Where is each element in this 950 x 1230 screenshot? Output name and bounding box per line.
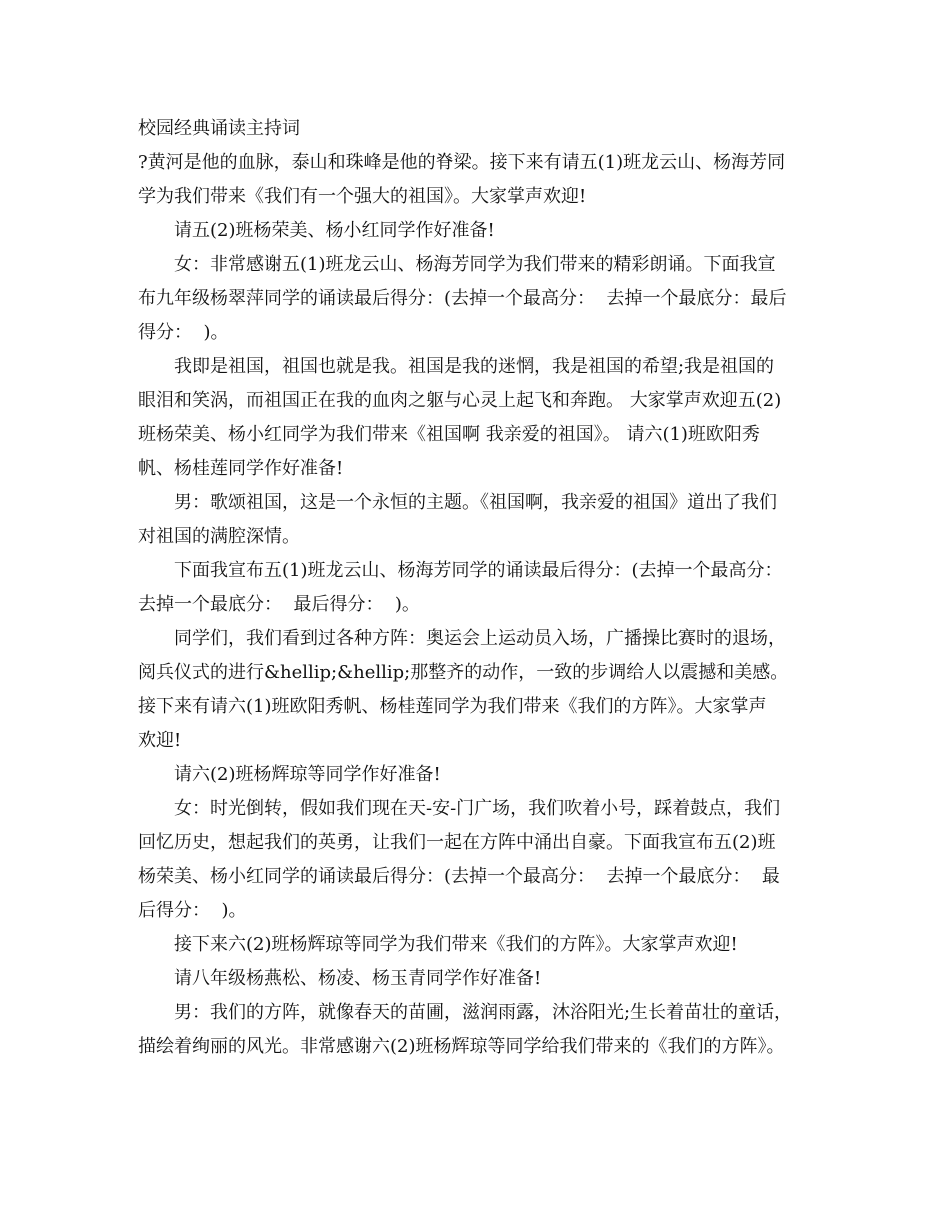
text-line: 布九年级杨翠萍同学的诵读最后得分：(去掉一个最高分： 去掉一个最底分：最后	[138, 288, 787, 309]
text-line: 请六(2)班杨辉琼等同学作好准备!	[174, 764, 441, 785]
text-line: 学为我们带来《我们有一个强大的祖国》。大家掌声欢迎!	[138, 186, 587, 207]
document-body	[138, 146, 818, 1064]
text-line: 得分： )。	[138, 322, 229, 343]
text-line: 班杨荣美、杨小红同学为我们带来《祖国啊 我亲爱的祖国》。 请六(1)班欧阳秀	[138, 424, 760, 445]
document-title: 校园经典诵读主持词	[138, 118, 300, 139]
text-line: 我即是祖国，祖国也就是我。祖国是我的迷惘，我是祖国的希望;我是祖国的	[174, 356, 775, 377]
text-line: 描绘着绚丽的风光。非常感谢六(2)班杨辉琼等同学给我们带来的《我们的方阵》。	[138, 1036, 785, 1057]
text-line: 接下来六(2)班杨辉琼等同学为我们带来《我们的方阵》。大家掌声欢迎!	[174, 934, 738, 955]
text-line: ?黄河是他的血脉，泰山和珠峰是他的脊梁。接下来有请五(1)班龙云山、杨海芳同	[138, 152, 786, 173]
text-line: 下面我宣布五(1)班龙云山、杨海芳同学的诵读最后得分：(去掉一个最高分：	[174, 560, 783, 581]
text-line: 女：非常感谢五(1)班龙云山、杨海芳同学为我们带来的精彩朗诵。下面我宣	[174, 254, 776, 275]
text-line: 眼泪和笑涡，而祖国正在我的血肉之躯与心灵上起飞和奔跑。 大家掌声欢迎五(2)	[138, 390, 782, 411]
text-line: 男：我们的方阵，就像春天的苗圃，滋润雨露，沐浴阳光;生长着苗壮的童话，	[174, 1002, 793, 1023]
text-line: 同学们，我们看到过各种方阵：奥运会上运动员入场，广播操比赛时的退场，	[174, 628, 786, 649]
text-line: 女：时光倒转，假如我们现在天-安-门广场，我们吹着小号，踩着鼓点，我们	[174, 798, 781, 819]
text-line: 去掉一个最底分： 最后得分： )。	[138, 594, 420, 615]
text-line: 请五(2)班杨荣美、杨小红同学作好准备!	[174, 220, 495, 241]
text-line: 欢迎!	[138, 730, 182, 751]
text-line: 回忆历史，想起我们的英勇，让我们一起在方阵中涌出自豪。下面我宣布五(2)班	[138, 832, 776, 853]
text-line: 杨荣美、杨小红同学的诵读最后得分：(去掉一个最高分： 去掉一个最底分： 最	[138, 866, 780, 887]
text-line: 男：歌颂祖国，这是一个永恒的主题。《祖国啊，我亲爱的祖国》道出了我们	[174, 492, 777, 513]
text-line: 接下来有请六(1)班欧阳秀帆、杨桂莲同学为我们带来《我们的方阵》。大家掌声	[138, 696, 767, 717]
text-line: 后得分： )。	[138, 900, 247, 921]
document-page	[138, 112, 818, 1064]
text-line: 对祖国的满腔深情。	[138, 526, 300, 547]
text-line: 阅兵仪式的进行&hellip;&hellip;那整齐的动作，一致的步调给人以震撼和美感。	[138, 662, 789, 683]
text-line: 帆、杨桂莲同学作好准备!	[138, 458, 344, 479]
text-line: 请八年级杨燕松、杨凌、杨玉青同学作好准备!	[174, 968, 542, 989]
